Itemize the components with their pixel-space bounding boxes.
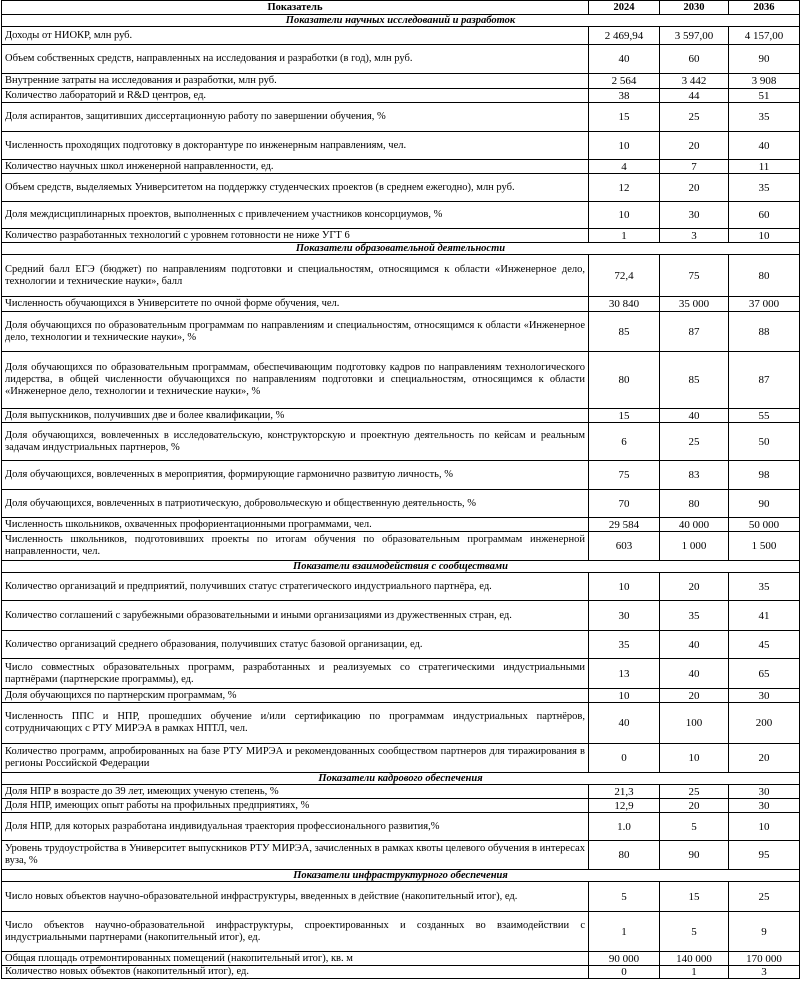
section-header-row [2,773,800,785]
value-2024: 38 [589,89,660,103]
value-2030: 100 [660,703,729,744]
section-header-row [2,15,800,27]
value-2030: 25 [660,423,729,461]
value-2024: 0 [589,966,660,979]
value-2036: 3 [729,966,800,979]
table-row [2,89,800,103]
value-2036: 51 [729,89,800,103]
value-2024: 85 [589,312,660,352]
value-2036: 35 [729,103,800,132]
value-2024: 5 [589,882,660,912]
value-2030: 40 [660,409,729,423]
value-2024: 90 000 [589,952,660,966]
value-2036: 9 [729,912,800,952]
indicator-name: Количество организаций и предприятий, получивших статус стратегического индустриального партнёра, ед. [2,573,589,601]
value-2024: 75 [589,461,660,490]
indicator-name: Доля обучающихся по образовательным программам по направлениям и специальностям, относящимся к области «Инженерное дело, технологии и технические науки», % [2,312,589,352]
table-row [2,689,800,703]
value-2024: 80 [589,841,660,870]
value-2036: 40 [729,132,800,160]
value-2036: 45 [729,631,800,659]
value-2024: 1.0 [589,813,660,841]
indicator-name: Количество лабораторий и R&D центров, ед. [2,89,589,103]
table-row [2,312,800,352]
indicator-name: Количество разработанных технологий с уровнем готовности не ниже УГТ 6 [2,229,589,243]
table-row [2,160,800,174]
table-row [2,744,800,773]
indicator-name: Число совместных образовательных программ, разработанных и реализуемых со стратегическими индустриальными партнёрами (партнерские программы), ед. [2,659,589,689]
value-2024: 0 [589,744,660,773]
value-2024: 21,3 [589,785,660,799]
table-row [2,352,800,409]
header-row [2,1,800,15]
table-row [2,518,800,532]
value-2036: 35 [729,174,800,202]
table-row [2,423,800,461]
value-2030: 80 [660,490,729,518]
value-2030: 35 [660,601,729,631]
table-row [2,966,800,979]
value-2024: 70 [589,490,660,518]
value-2030: 20 [660,132,729,160]
value-2030: 40 [660,659,729,689]
value-2024: 15 [589,409,660,423]
value-2024: 29 584 [589,518,660,532]
indicator-name: Число объектов научно-образовательной инфраструктуры, спроектированных и созданных во взаимодействии с индустриальными партнерами (накопительный итог), ед. [2,912,589,952]
section-title: Показатели кадрового обеспечения [2,773,800,785]
table-row [2,409,800,423]
value-2024: 2 469,94 [589,27,660,45]
value-2030: 140 000 [660,952,729,966]
value-2024: 10 [589,202,660,229]
section-title: Показатели научных исследований и разработок [2,15,800,27]
indicator-name: Численность школьников, охваченных профориентационными программами, чел. [2,518,589,532]
table-body [2,15,800,979]
indicator-name: Доля НПР, для которых разработана индивидуальная траектория профессионального развития,% [2,813,589,841]
table-row [2,490,800,518]
indicator-name: Общая площадь отремонтированных помещений (накопительный итог), кв. м [2,952,589,966]
value-2024: 12,9 [589,799,660,813]
value-2030: 20 [660,573,729,601]
indicator-name: Доля обучающихся, вовлеченных в мероприятия, формирующие гармонично развитую личность, % [2,461,589,490]
header-indicator: Показатель [2,1,589,15]
section-title: Показатели образовательной деятельности [2,243,800,255]
table-row [2,841,800,870]
section-title: Показатели инфраструктурного обеспечения [2,870,800,882]
value-2036: 200 [729,703,800,744]
indicator-name: Доходы от НИОКР, млн руб. [2,27,589,45]
table-row [2,297,800,312]
value-2036: 30 [729,785,800,799]
value-2030: 5 [660,912,729,952]
value-2024: 10 [589,573,660,601]
value-2030: 20 [660,689,729,703]
value-2036: 98 [729,461,800,490]
value-2030: 40 000 [660,518,729,532]
indicator-name: Число новых объектов научно-образовательной инфраструктуры, введенных в действие (накопительный итог), ед. [2,882,589,912]
value-2030: 40 [660,631,729,659]
value-2036: 80 [729,255,800,297]
indicator-name: Численность школьников, подготовивших проекты по итогам обучения по образовательным программам инженерной направленности, чел. [2,532,589,561]
value-2024: 6 [589,423,660,461]
value-2030: 25 [660,785,729,799]
value-2024: 30 840 [589,297,660,312]
indicator-name: Средний балл ЕГЭ (бюджет) по направлениям подготовки и специальностям, относящимся к области «Инженерное дело, технологии и технические науки», балл [2,255,589,297]
value-2030: 85 [660,352,729,409]
value-2036: 30 [729,689,800,703]
value-2030: 60 [660,45,729,74]
indicator-name: Численность ППС и НПР, прошедших обучение и/или сертификацию по программам индустриальных партнёров, сотрудничающих с РТУ МИРЭА в рамках НПТЛ, чел. [2,703,589,744]
indicator-name: Доля обучающихся, вовлеченных в исследовательскую, конструкторскую и проектную деятельность по кейсам и реальным задачам индустриальных партнеров, % [2,423,589,461]
indicator-name: Доля аспирантов, защитивших диссертационную работу по завершении обучения, % [2,103,589,132]
table-row [2,27,800,45]
value-2036: 90 [729,490,800,518]
value-2024: 35 [589,631,660,659]
value-2036: 90 [729,45,800,74]
header-year-2024: 2024 [589,1,660,15]
indicator-name: Объем средств, выделяемых Университетом на поддержку студенческих проектов (в среднем ежегодно), млн руб. [2,174,589,202]
indicator-name: Численность проходящих подготовку в докторантуре по инженерным направлениям, чел. [2,132,589,160]
value-2024: 40 [589,45,660,74]
table-row [2,882,800,912]
table-row [2,813,800,841]
value-2036: 25 [729,882,800,912]
value-2036: 4 157,00 [729,27,800,45]
value-2030: 75 [660,255,729,297]
value-2030: 44 [660,89,729,103]
value-2024: 1 [589,229,660,243]
value-2036: 60 [729,202,800,229]
value-2030: 25 [660,103,729,132]
value-2030: 30 [660,202,729,229]
indicator-name: Численность обучающихся в Университете по очной форме обучения, чел. [2,297,589,312]
value-2036: 65 [729,659,800,689]
value-2030: 7 [660,160,729,174]
value-2030: 3 [660,229,729,243]
indicators-table [1,0,800,979]
value-2036: 11 [729,160,800,174]
indicator-name: Количество новых объектов (накопительный итог), ед. [2,966,589,979]
table-row [2,952,800,966]
table-row [2,659,800,689]
section-header-row [2,561,800,573]
table-row [2,202,800,229]
indicator-name: Количество соглашений с зарубежными образовательными и иными организациями из дружественных стран, ед. [2,601,589,631]
value-2024: 80 [589,352,660,409]
value-2024: 10 [589,132,660,160]
value-2024: 72,4 [589,255,660,297]
value-2024: 13 [589,659,660,689]
table-row [2,912,800,952]
section-title: Показатели взаимодействия с сообществами [2,561,800,573]
value-2036: 1 500 [729,532,800,561]
indicator-name: Доля выпускников, получивших две и более квалификации, % [2,409,589,423]
table-row [2,461,800,490]
value-2036: 50 [729,423,800,461]
indicator-name: Доля НПР, имеющих опыт работы на профильных предприятиях, % [2,799,589,813]
table-row [2,799,800,813]
value-2030: 15 [660,882,729,912]
value-2024: 1 [589,912,660,952]
indicator-name: Доля междисциплинарных проектов, выполненных с привлечением участников консорциумов, % [2,202,589,229]
value-2024: 12 [589,174,660,202]
value-2036: 20 [729,744,800,773]
table-row [2,229,800,243]
value-2030: 20 [660,799,729,813]
indicator-name: Внутренние затраты на исследования и разработки, млн руб. [2,74,589,89]
header-year-2030: 2030 [660,1,729,15]
value-2030: 1 [660,966,729,979]
value-2030: 20 [660,174,729,202]
table-row [2,631,800,659]
value-2036: 37 000 [729,297,800,312]
table-row [2,573,800,601]
table-row [2,601,800,631]
value-2036: 55 [729,409,800,423]
indicator-name: Доля обучающихся, вовлеченных в патриотическую, добровольческую и общественную деятельность, % [2,490,589,518]
table-row [2,45,800,74]
indicator-name: Доля обучающихся по образовательным программам, обеспечивающим подготовку кадров по направлениям технологического лидерства, в общей численности обучающихся по направлениям подготовки и специальностям, относящимся к области «Инженерное дело, технологии и технические науки», % [2,352,589,409]
value-2030: 3 597,00 [660,27,729,45]
value-2036: 50 000 [729,518,800,532]
value-2036: 41 [729,601,800,631]
value-2036: 35 [729,573,800,601]
table-row [2,174,800,202]
value-2030: 87 [660,312,729,352]
value-2030: 1 000 [660,532,729,561]
table-row [2,703,800,744]
value-2024: 15 [589,103,660,132]
table-row [2,74,800,89]
indicator-name: Доля обучающихся по партнерским программам, % [2,689,589,703]
table-row [2,532,800,561]
indicator-name: Объем собственных средств, направленных на исследования и разработки (в год), млн руб. [2,45,589,74]
table-row [2,132,800,160]
value-2036: 10 [729,813,800,841]
header-year-2036: 2036 [729,1,800,15]
table-row [2,103,800,132]
value-2036: 88 [729,312,800,352]
value-2024: 2 564 [589,74,660,89]
indicator-name: Количество научных школ инженерной направленности, ед. [2,160,589,174]
value-2030: 5 [660,813,729,841]
value-2030: 10 [660,744,729,773]
indicator-name: Количество программ, апробированных на базе РТУ МИРЭА и рекомендованных сообществом партнеров для тиражирования в регионы Российской Федерации [2,744,589,773]
indicator-name: Уровень трудоустройства в Университет выпускников РТУ МИРЭА, зачисленных в рамках квоты целевого обучения в интересах вуза, % [2,841,589,870]
value-2024: 10 [589,689,660,703]
value-2036: 30 [729,799,800,813]
table-row [2,785,800,799]
value-2030: 3 442 [660,74,729,89]
value-2024: 4 [589,160,660,174]
indicator-name: Количество организаций среднего образования, получивших статус базовой организации, ед. [2,631,589,659]
indicator-name: Доля НПР в возрасте до 39 лет, имеющих ученую степень, % [2,785,589,799]
value-2036: 10 [729,229,800,243]
value-2036: 170 000 [729,952,800,966]
section-header-row [2,243,800,255]
value-2036: 3 908 [729,74,800,89]
value-2036: 95 [729,841,800,870]
value-2024: 603 [589,532,660,561]
value-2024: 30 [589,601,660,631]
value-2024: 40 [589,703,660,744]
table-row [2,255,800,297]
value-2030: 83 [660,461,729,490]
value-2030: 35 000 [660,297,729,312]
value-2030: 90 [660,841,729,870]
section-header-row [2,870,800,882]
value-2036: 87 [729,352,800,409]
